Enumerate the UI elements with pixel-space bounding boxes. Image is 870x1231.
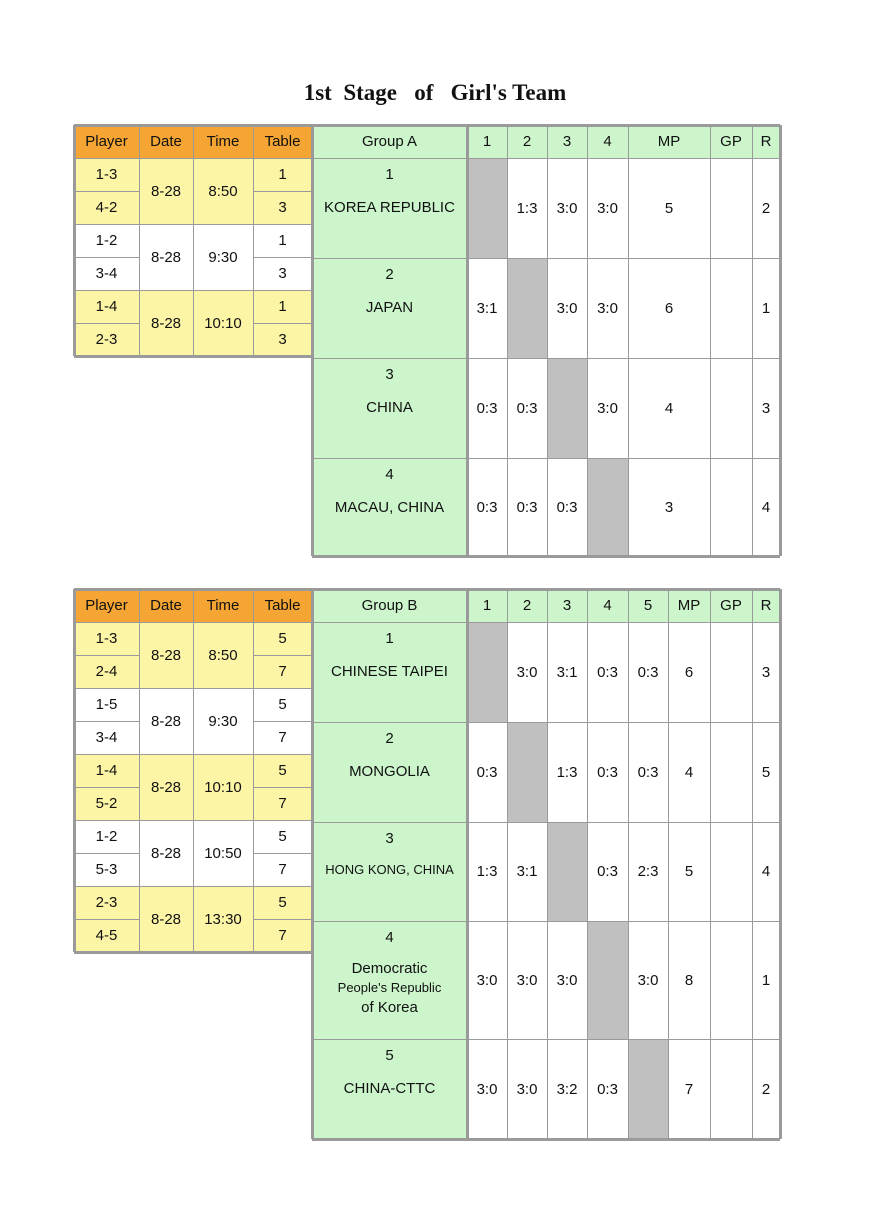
game-points [710, 458, 752, 556]
mp-header: MP [668, 589, 710, 622]
grid-line [253, 787, 312, 788]
team-name: of Korea [361, 999, 418, 1017]
team-name-cell [312, 158, 467, 258]
schedule-player: 5-2 [74, 787, 139, 820]
grid-line [312, 921, 780, 922]
match-points: 8 [668, 921, 710, 1039]
match-result: 0:3 [467, 358, 507, 458]
team-name: People's Republic [337, 980, 442, 995]
grid-line [74, 224, 312, 225]
team-name: KOREA REPUBLIC [324, 199, 455, 216]
match-result: 3:0 [587, 358, 628, 458]
schedule-table: 5 [253, 886, 312, 919]
schedule-table: 3 [253, 257, 312, 290]
grid-line [139, 125, 140, 356]
schedule-date: 8-28 [139, 688, 193, 754]
match-points: 4 [668, 722, 710, 822]
schedule-time: 8:50 [193, 622, 253, 688]
grid-line [752, 125, 753, 556]
team-number: 2 [385, 730, 394, 747]
grid-line [139, 589, 140, 952]
grid-line [466, 125, 469, 556]
team-name: MONGOLIA [349, 763, 430, 780]
self-match-cell [587, 458, 628, 556]
match-result: 0:3 [467, 458, 507, 556]
match-points: 7 [668, 1039, 710, 1139]
schedule-table: 5 [253, 688, 312, 721]
schedule-header-table: Table [253, 125, 312, 158]
grid-line [73, 125, 76, 356]
result-header: 4 [587, 125, 628, 158]
game-points [710, 258, 752, 358]
mp-header: MP [628, 125, 710, 158]
match-result: 3:1 [507, 822, 547, 921]
grid-line [312, 1138, 780, 1141]
grid-line [752, 589, 753, 1139]
schedule-date: 8-28 [139, 754, 193, 820]
schedule-date: 8-28 [139, 158, 193, 224]
grid-line [74, 951, 312, 954]
self-match-cell [507, 258, 547, 358]
grid-line [193, 589, 194, 952]
schedule-header-time: Time [193, 125, 253, 158]
schedule-player: 2-3 [74, 886, 139, 919]
self-match-cell [467, 622, 507, 722]
schedule-header-player: Player [74, 125, 139, 158]
grid-line [74, 820, 312, 821]
schedule-table: 7 [253, 721, 312, 754]
match-result: 3:1 [467, 258, 507, 358]
rank: 2 [752, 158, 780, 258]
game-points [710, 158, 752, 258]
grid-line [74, 688, 312, 689]
match-result: 0:3 [628, 722, 668, 822]
grid-line [779, 589, 782, 1139]
grid-line [312, 622, 780, 623]
team-name: JAPAN [365, 299, 414, 316]
match-result: 3:0 [547, 158, 587, 258]
match-result: 0:3 [467, 722, 507, 822]
team-name-cell [312, 258, 467, 358]
team-number: 2 [385, 266, 394, 283]
match-result: 3:0 [467, 921, 507, 1039]
schedule-player: 3-4 [74, 257, 139, 290]
schedule-time: 10:10 [193, 754, 253, 820]
match-points: 5 [628, 158, 710, 258]
grid-line [74, 191, 139, 192]
grid-line [74, 290, 312, 291]
schedule-table: 1 [253, 224, 312, 257]
rank: 5 [752, 722, 780, 822]
rank: 2 [752, 1039, 780, 1139]
grid-line [74, 919, 139, 920]
grid-line [253, 191, 312, 192]
schedule-table: 5 [253, 754, 312, 787]
schedule-player: 1-2 [74, 820, 139, 853]
grid-line [312, 555, 780, 558]
team-name-cell [312, 458, 467, 556]
page-title: 1st Stage of Girl's Team [303, 80, 567, 105]
team-number: 4 [385, 929, 394, 946]
team-name-cell [312, 921, 467, 1039]
schedule-player: 1-2 [74, 224, 139, 257]
grid-line [312, 458, 780, 459]
match-result: 0:3 [587, 822, 628, 921]
match-result: 3:0 [547, 921, 587, 1039]
grid-line [311, 125, 314, 556]
schedule-table: 3 [253, 191, 312, 224]
game-points [710, 822, 752, 921]
match-result: 3:0 [507, 921, 547, 1039]
schedule-player: 1-5 [74, 688, 139, 721]
match-points: 6 [668, 622, 710, 722]
result-header: 2 [507, 589, 547, 622]
result-header: 3 [547, 589, 587, 622]
schedule-time: 13:30 [193, 886, 253, 952]
team-number: 1 [385, 166, 394, 183]
grid-line [74, 124, 312, 127]
schedule-time: 9:30 [193, 224, 253, 290]
match-result: 2:3 [628, 822, 668, 921]
team-name-cell [312, 358, 467, 458]
grid-line [312, 158, 780, 159]
match-result: 0:3 [547, 458, 587, 556]
grid-line [253, 257, 312, 258]
grid-line [253, 919, 312, 920]
schedule-header-player: Player [74, 589, 139, 622]
schedule-table: 7 [253, 787, 312, 820]
schedule-date: 8-28 [139, 820, 193, 886]
match-result: 0:3 [507, 458, 547, 556]
self-match-cell [547, 822, 587, 921]
game-points [710, 921, 752, 1039]
grid-line [312, 258, 780, 259]
rank: 4 [752, 822, 780, 921]
schedule-player: 1-4 [74, 290, 139, 323]
team-number: 4 [385, 466, 394, 483]
grid-line [312, 124, 780, 127]
match-points: 4 [628, 358, 710, 458]
schedule-table: 3 [253, 323, 312, 356]
match-result: 3:0 [467, 1039, 507, 1139]
team-name: MACAU, CHINA [334, 499, 445, 516]
schedule-player: 2-4 [74, 655, 139, 688]
self-match-cell [467, 158, 507, 258]
match-result: 3:0 [507, 1039, 547, 1139]
rank: 4 [752, 458, 780, 556]
group-label: Group B [312, 589, 467, 622]
rank: 1 [752, 921, 780, 1039]
team-name-cell [312, 622, 467, 722]
schedule-header-date: Date [139, 589, 193, 622]
self-match-cell [547, 358, 587, 458]
match-points: 3 [628, 458, 710, 556]
schedule-table: 5 [253, 622, 312, 655]
match-result: 3:1 [547, 622, 587, 722]
schedule-player: 1-3 [74, 622, 139, 655]
group-label: Group A [312, 125, 467, 158]
schedule-time: 10:50 [193, 820, 253, 886]
grid-line [312, 1039, 780, 1040]
grid-line [74, 622, 312, 623]
team-number: 5 [385, 1047, 394, 1064]
game-points [710, 358, 752, 458]
grid-line [74, 754, 312, 755]
grid-line [74, 323, 139, 324]
result-header: 2 [507, 125, 547, 158]
grid-line [710, 589, 711, 1139]
match-result: 0:3 [587, 1039, 628, 1139]
match-points: 5 [668, 822, 710, 921]
match-result: 0:3 [587, 622, 628, 722]
schedule-player: 1-3 [74, 158, 139, 191]
grid-line [312, 822, 780, 823]
schedule-time: 10:10 [193, 290, 253, 356]
grid-line [507, 589, 508, 1139]
grid-line [74, 257, 139, 258]
schedule-player: 4-5 [74, 919, 139, 952]
schedule-header-table: Table [253, 589, 312, 622]
grid-line [73, 589, 76, 952]
match-result: 1:3 [547, 722, 587, 822]
grid-line [628, 589, 629, 1139]
schedule-header-time: Time [193, 589, 253, 622]
result-header: 3 [547, 125, 587, 158]
schedule-player: 2-3 [74, 323, 139, 356]
grid-line [253, 853, 312, 854]
grid-line [547, 589, 548, 1139]
grid-line [253, 125, 254, 356]
game-points [710, 622, 752, 722]
match-result: 0:3 [587, 722, 628, 822]
rank: 3 [752, 358, 780, 458]
rank: 3 [752, 622, 780, 722]
team-name: CHINESE TAIPEI [331, 663, 448, 680]
match-result: 0:3 [628, 622, 668, 722]
schedule-player: 1-4 [74, 754, 139, 787]
team-number: 1 [385, 630, 394, 647]
game-points [710, 722, 752, 822]
grid-line [587, 125, 588, 556]
grid-line [193, 125, 194, 356]
schedule-table: 5 [253, 820, 312, 853]
grid-line [312, 588, 780, 591]
schedule-table: 7 [253, 853, 312, 886]
team-number: 3 [385, 366, 394, 383]
grid-line [253, 655, 312, 656]
schedule-table: 7 [253, 655, 312, 688]
grid-line [74, 721, 139, 722]
grid-line [74, 655, 139, 656]
grid-line [74, 588, 312, 591]
schedule-header-date: Date [139, 125, 193, 158]
schedule-time: 9:30 [193, 688, 253, 754]
match-result: 1:3 [467, 822, 507, 921]
match-result: 3:2 [547, 1039, 587, 1139]
match-result: 3:0 [587, 258, 628, 358]
gp-header: GP [710, 125, 752, 158]
result-header: 1 [467, 589, 507, 622]
grid-line [74, 355, 312, 358]
grid-line [668, 589, 669, 1139]
grid-line [779, 125, 782, 556]
result-header: 5 [628, 589, 668, 622]
match-result: 3:0 [547, 258, 587, 358]
match-points: 6 [628, 258, 710, 358]
grid-line [74, 158, 312, 159]
grid-line [507, 125, 508, 556]
schedule-date: 8-28 [139, 886, 193, 952]
grid-line [628, 125, 629, 556]
self-match-cell [628, 1039, 668, 1139]
schedule-player: 5-3 [74, 853, 139, 886]
team-name: HONG KONG, CHINA [325, 862, 454, 877]
schedule-player: 4-2 [74, 191, 139, 224]
schedule-date: 8-28 [139, 224, 193, 290]
match-result: 3:0 [507, 622, 547, 722]
grid-line [74, 886, 312, 887]
grid-line [253, 721, 312, 722]
result-header: 4 [587, 589, 628, 622]
self-match-cell [507, 722, 547, 822]
grid-line [587, 589, 588, 1139]
grid-line [312, 358, 780, 359]
r-header: R [752, 125, 780, 158]
match-result: 1:3 [507, 158, 547, 258]
schedule-table: 7 [253, 919, 312, 952]
schedule-table: 1 [253, 290, 312, 323]
gp-header: GP [710, 589, 752, 622]
schedule-table: 1 [253, 158, 312, 191]
schedule-time: 8:50 [193, 158, 253, 224]
team-name-cell [312, 822, 467, 921]
grid-line [710, 125, 711, 556]
grid-line [74, 787, 139, 788]
match-result: 0:3 [507, 358, 547, 458]
grid-line [253, 589, 254, 952]
team-name-cell [312, 722, 467, 822]
grid-line [311, 589, 314, 1139]
schedule-player: 3-4 [74, 721, 139, 754]
grid-line [312, 722, 780, 723]
game-points [710, 1039, 752, 1139]
rank: 1 [752, 258, 780, 358]
self-match-cell [587, 921, 628, 1039]
match-result: 3:0 [587, 158, 628, 258]
schedule-date: 8-28 [139, 290, 193, 356]
grid-line [547, 125, 548, 556]
grid-line [74, 853, 139, 854]
result-header: 1 [467, 125, 507, 158]
r-header: R [752, 589, 780, 622]
grid-line [253, 323, 312, 324]
grid-line [466, 589, 469, 1139]
team-number: 3 [385, 830, 394, 847]
match-result: 3:0 [628, 921, 668, 1039]
team-name: CHINA [366, 399, 413, 416]
team-name: Democratic [351, 960, 428, 977]
team-name-cell [312, 1039, 467, 1139]
schedule-date: 8-28 [139, 622, 193, 688]
team-name: CHINA-CTTC [343, 1080, 436, 1097]
